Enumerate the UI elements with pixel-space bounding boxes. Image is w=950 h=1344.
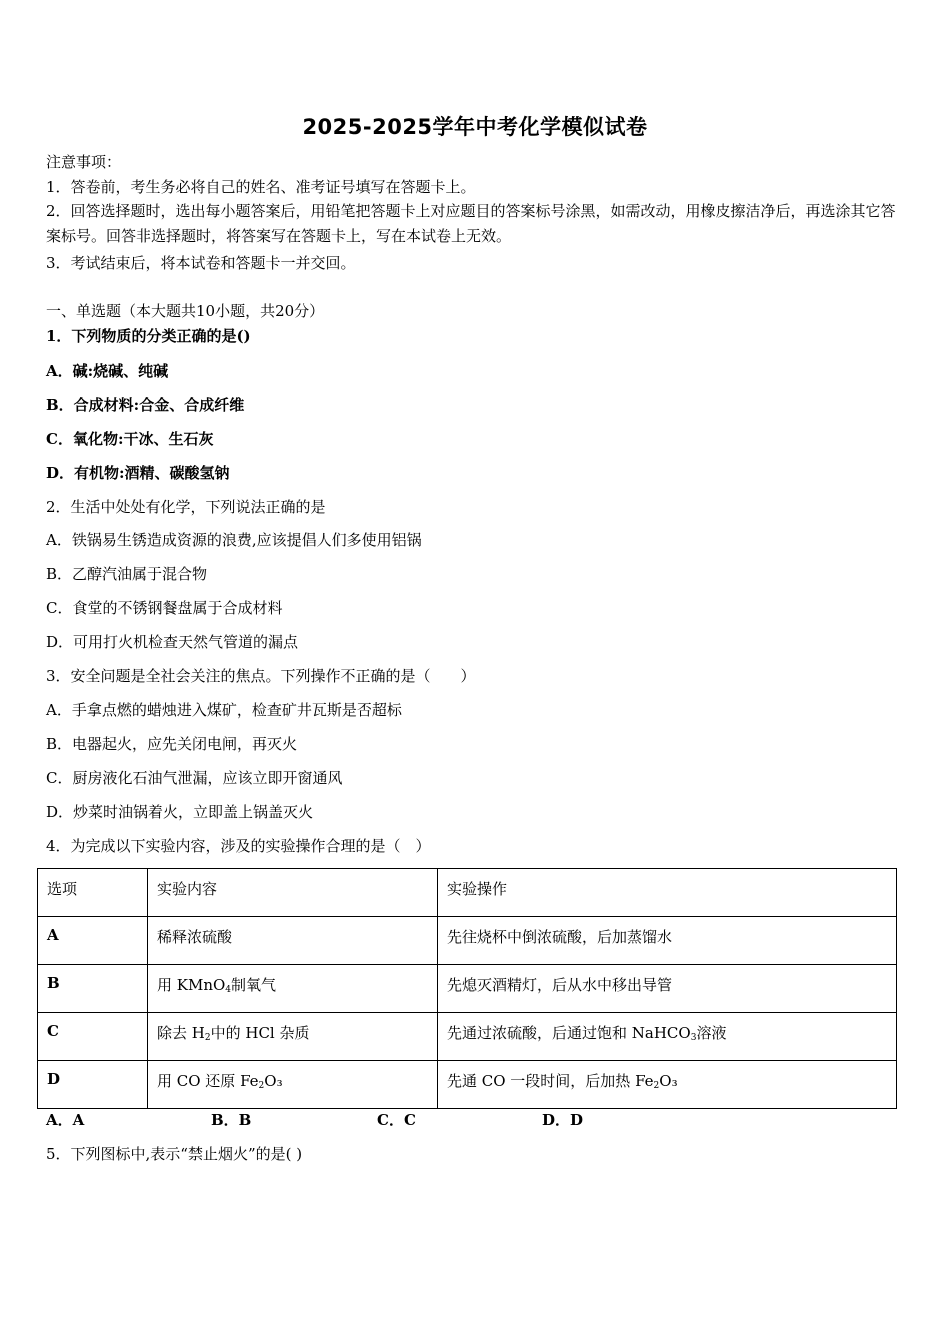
question-1-option-b: B．合成材料:合金、合成纤维 [46, 396, 245, 414]
table-row [38, 965, 897, 1013]
question-2-option-a: A．铁锅易生锈造成资源的浪费,应该提倡人们多使用铝锅 [46, 531, 422, 549]
question-4-answer-a: A．A [46, 1111, 85, 1129]
question-1-stem: 1．下列物质的分类正确的是() [46, 327, 251, 345]
question-4-answer-c: C．C [377, 1111, 416, 1129]
page-title: 2025-2025学年中考化学模似试卷 [302, 115, 648, 139]
question-1-option-a: A．碱:烧碱、纯碱 [46, 362, 169, 380]
question-2-option-d: D．可用打火机检查天然气管道的漏点 [46, 633, 299, 651]
question-5-stem: 5．下列图标中,表示“禁止烟火”的是( ) [46, 1145, 303, 1163]
table-cell-operation: 先熄灭酒精灯，后从水中移出导管 [438, 965, 897, 1013]
table-cell-operation: 先往烧杯中倒浓硫酸，后加蒸馏水 [438, 917, 897, 965]
question-3-option-d: D．炒菜时油锅着火，立即盖上锅盖灭火 [46, 803, 314, 821]
table-cell-operation: 先通过浓硫酸，后通过饱和 NaHCO$_3$溶液 [438, 1013, 897, 1061]
table-row [38, 1013, 897, 1061]
question-2-option-b: B．乙醇汽油属于混合物 [46, 565, 208, 583]
table-cell-content: 除去 $H_2$中的 HCl 杂质 [148, 1013, 438, 1061]
question-3-option-c: C．厨房液化石油气泄漏，应该立即开窗通风 [46, 769, 343, 787]
question-2-stem: 2．生活中处处有化学，下列说法正确的是 [46, 498, 326, 516]
notice-item-3: 3．考试结束后，将本试卷和答题卡一并交回。 [46, 254, 356, 272]
table-row [38, 1061, 897, 1109]
table-header-row [38, 869, 897, 917]
table-cell-option: A [38, 917, 148, 965]
table-header-cell: 选项 [38, 869, 148, 917]
question-4-answer-b: B．B [211, 1111, 252, 1129]
table-cell-content: 用 KMnO$_4$制氧气 [148, 965, 438, 1013]
notice-heading: 注意事项： [46, 153, 122, 171]
question-2-option-c: C．食堂的不锈钢餐盘属于合成材料 [46, 599, 283, 617]
table-cell-option: D [38, 1061, 148, 1109]
question-3-stem: 3．安全问题是全社会关注的焦点。下列操作不正确的是（ ） [46, 667, 476, 685]
experiment-table [37, 868, 897, 1109]
question-3-option-a: A．手拿点燃的蜡烛进入煤矿，检查矿井瓦斯是否超标 [46, 701, 402, 719]
question-3-option-b: B．电器起火，应先关闭电闸，再灭火 [46, 735, 298, 753]
table-row [38, 917, 897, 965]
question-4-answer-d: D．D [542, 1111, 584, 1129]
table-cell-option: C [38, 1013, 148, 1061]
table-cell-operation: 先通 CO 一段时间，后加热 $Fe_2O_3$ [438, 1061, 897, 1109]
notice-item-1: 1．答卷前，考生务必将自己的姓名、准考证号填写在答题卡上。 [46, 178, 476, 196]
table-cell-option: B [38, 965, 148, 1013]
section-heading: 一、单选题（本大题共10小题，共20分） [46, 302, 325, 320]
notice-item-2: 2．回答选择题时，选出每小题答案后，用铅笔把答题卡上对应题目的答案标号涂黑，如需改动，用橡皮擦洁净后，再选涂其它答案标号。回答非选择题时，将答案写在答题卡上，写在本试卷上无效。 [46, 202, 896, 245]
question-1-option-d: D．有机物:酒精、碳酸氢钠 [46, 464, 230, 482]
table-cell-content: 稀释浓硫酸 [148, 917, 438, 965]
table-cell-content: 用 CO 还原 $Fe_2O_3$ [148, 1061, 438, 1109]
table-header-cell: 实验内容 [148, 869, 438, 917]
question-1-option-c: C．氧化物:干冰、生石灰 [46, 430, 214, 448]
table-header-cell: 实验操作 [438, 869, 897, 917]
question-4-stem: 4．为完成以下实验内容，涉及的实验操作合理的是（ ） [46, 837, 431, 855]
